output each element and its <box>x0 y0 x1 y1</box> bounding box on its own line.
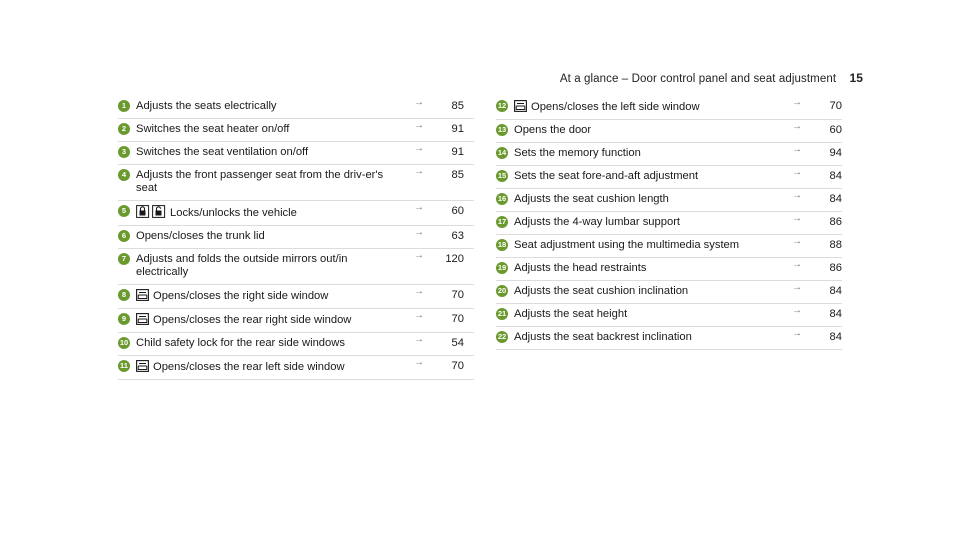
item-description-text: Switches the seat ventilation on/off <box>136 146 309 158</box>
item-description <box>514 124 756 137</box>
page-number: 15 <box>849 71 863 85</box>
legend-row <box>118 226 474 249</box>
page-reference[interactable]: 84 <box>829 308 842 320</box>
legend-row <box>496 212 842 235</box>
page-reference-arrow: → <box>414 120 424 131</box>
legend-row <box>118 201 474 226</box>
item-description-text: Adjusts the 4-way lumbar support <box>514 216 681 228</box>
item-number-badge: 22 <box>497 332 507 341</box>
page-reference[interactable]: 60 <box>829 124 842 136</box>
page-reference-arrow: → <box>792 236 802 247</box>
legend-row <box>118 119 474 142</box>
legend-row <box>496 120 842 143</box>
window-icon <box>136 313 149 325</box>
legend-row <box>496 189 842 212</box>
page-reference[interactable]: 60 <box>451 205 464 217</box>
item-description <box>136 230 384 243</box>
item-description-text: Adjusts the seats electrically <box>136 100 277 112</box>
item-number-badge: 3 <box>118 146 130 158</box>
item-number-badge: 15 <box>497 171 507 180</box>
page-reference-arrow: → <box>414 310 424 321</box>
item-number-badge: 11 <box>118 360 130 372</box>
page-reference-arrow: → <box>414 227 424 238</box>
page-reference-arrow: → <box>792 190 802 201</box>
item-description-text: Opens/closes the left side window <box>531 101 700 113</box>
item-number-badge: 16 <box>497 194 507 203</box>
item-description-text: Opens/closes the right side window <box>153 290 329 302</box>
item-description-text: Opens the door <box>514 124 592 136</box>
item-description <box>136 205 384 220</box>
legend-row <box>118 309 474 333</box>
page-reference[interactable]: 84 <box>829 331 842 343</box>
item-number-badge: 12 <box>497 101 507 110</box>
page-reference[interactable]: 88 <box>829 239 842 251</box>
item-number-badge: 17 <box>497 217 507 226</box>
item-number-badge: 19 <box>497 263 507 272</box>
page-reference-arrow: → <box>414 286 424 297</box>
page-reference[interactable]: 54 <box>451 337 464 349</box>
page-reference-arrow: → <box>414 97 424 108</box>
item-description-text: Opens/closes the trunk lid <box>136 230 265 242</box>
item-description <box>514 170 756 183</box>
legend-row <box>496 166 842 189</box>
window-icon <box>514 100 527 112</box>
page-reference-arrow: → <box>792 282 802 293</box>
item-number-badge: 7 <box>118 253 130 265</box>
page-reference[interactable]: 86 <box>829 216 842 228</box>
page-reference-arrow: → <box>414 250 424 261</box>
item-description <box>514 331 756 344</box>
page-reference-arrow: → <box>792 97 802 108</box>
page-reference[interactable]: 84 <box>829 193 842 205</box>
page-reference[interactable]: 70 <box>451 313 464 325</box>
item-description <box>136 289 384 303</box>
window-icon <box>136 360 149 372</box>
item-description <box>136 169 384 195</box>
item-number-badge: 18 <box>497 240 507 249</box>
legend-row <box>118 249 474 285</box>
item-description-text: Seat adjustment using the multimedia system <box>514 239 740 251</box>
item-description-text: Sets the seat fore-and-aft adjustment <box>514 170 699 182</box>
item-description <box>136 100 384 113</box>
legend-row <box>496 96 842 120</box>
page-reference-arrow: → <box>414 143 424 154</box>
left-legend-column <box>118 96 474 380</box>
item-description <box>136 146 384 159</box>
item-description <box>136 123 384 136</box>
page-reference[interactable]: 63 <box>451 230 464 242</box>
item-description <box>514 262 756 275</box>
legend-row <box>118 142 474 165</box>
item-description <box>514 193 756 206</box>
page-reference[interactable]: 85 <box>451 100 464 112</box>
page-reference[interactable]: 94 <box>829 147 842 159</box>
page-header <box>560 71 863 85</box>
legend-row <box>496 235 842 258</box>
item-number-badge: 10 <box>119 338 129 347</box>
page-reference-arrow: → <box>414 202 424 213</box>
legend-row <box>496 143 842 166</box>
page-reference[interactable]: 84 <box>829 285 842 297</box>
item-number-badge: 4 <box>118 169 130 181</box>
legend-row <box>118 333 474 356</box>
legend-row <box>496 304 842 327</box>
item-number-badge: 20 <box>497 286 507 295</box>
item-description-text: Opens/closes the rear left side window <box>153 361 345 373</box>
item-description <box>514 308 756 321</box>
item-description <box>136 313 384 327</box>
item-description <box>514 239 756 252</box>
lock-unlock-icon <box>136 205 166 218</box>
item-description-text: Locks/unlocks the vehicle <box>170 207 297 219</box>
item-description <box>514 285 756 298</box>
page-reference-arrow: → <box>414 357 424 368</box>
page-reference-arrow: → <box>792 144 802 155</box>
page-reference[interactable]: 120 <box>445 253 464 265</box>
item-number-badge: 9 <box>118 313 130 325</box>
item-description-text: Adjusts the seat cushion inclination <box>514 285 689 297</box>
item-number-badge: 2 <box>118 123 130 135</box>
page-reference-arrow: → <box>792 305 802 316</box>
page-reference-arrow: → <box>414 334 424 345</box>
item-description <box>514 100 756 114</box>
page-reference[interactable]: 70 <box>829 100 842 112</box>
item-description-text: Adjusts and folds the outside mirrors out/in electrically <box>136 253 348 278</box>
item-description-text: Adjusts the seat cushion length <box>514 193 669 205</box>
legend-row <box>118 165 474 201</box>
page-reference-arrow: → <box>792 213 802 224</box>
legend-row <box>496 281 842 304</box>
page-reference-arrow: → <box>792 167 802 178</box>
legend-row <box>118 356 474 380</box>
page-reference[interactable]: 70 <box>451 360 464 372</box>
window-icon <box>136 289 149 301</box>
legend-row <box>118 96 474 119</box>
page-reference-arrow: → <box>792 121 802 132</box>
item-description <box>136 360 384 374</box>
item-description-text: Adjusts the seat height <box>514 308 628 320</box>
item-description-text: Sets the memory function <box>514 147 641 159</box>
page-reference[interactable]: 84 <box>829 170 842 182</box>
item-description-text: Adjusts the head restraints <box>514 262 647 274</box>
page-reference[interactable]: 91 <box>451 146 464 158</box>
item-description-text: Opens/closes the rear right side window <box>153 314 352 326</box>
page-reference[interactable]: 91 <box>451 123 464 135</box>
page-reference-arrow: → <box>792 328 802 339</box>
item-number-badge: 13 <box>497 125 507 134</box>
page-reference-arrow: → <box>414 166 424 177</box>
page-title: At a glance – Door control panel and seat adjustment <box>559 73 837 85</box>
item-description-text: Adjusts the seat backrest inclination <box>514 331 692 343</box>
item-description-text: Child safety lock for the rear side windows <box>136 337 345 349</box>
page-reference[interactable]: 85 <box>451 169 464 181</box>
item-number-badge: 21 <box>497 309 507 318</box>
item-description-text: Adjusts the front passenger seat from the driv-er's seat <box>136 169 384 194</box>
item-description <box>514 147 756 160</box>
item-description <box>136 337 384 350</box>
right-legend-column <box>496 96 842 350</box>
legend-row <box>118 285 474 309</box>
legend-row <box>496 258 842 281</box>
legend-row <box>496 327 842 350</box>
item-description-text: Switches the seat heater on/off <box>136 123 290 135</box>
item-description <box>514 216 756 229</box>
page-reference-arrow: → <box>792 259 802 270</box>
item-number-badge: 14 <box>497 148 507 157</box>
item-number-badge: 8 <box>118 289 130 301</box>
item-number-badge: 1 <box>118 100 130 112</box>
item-number-badge: 5 <box>118 205 130 217</box>
item-description <box>136 253 384 279</box>
item-number-badge: 6 <box>118 230 130 242</box>
page-reference[interactable]: 70 <box>451 289 464 301</box>
page-reference[interactable]: 86 <box>829 262 842 274</box>
